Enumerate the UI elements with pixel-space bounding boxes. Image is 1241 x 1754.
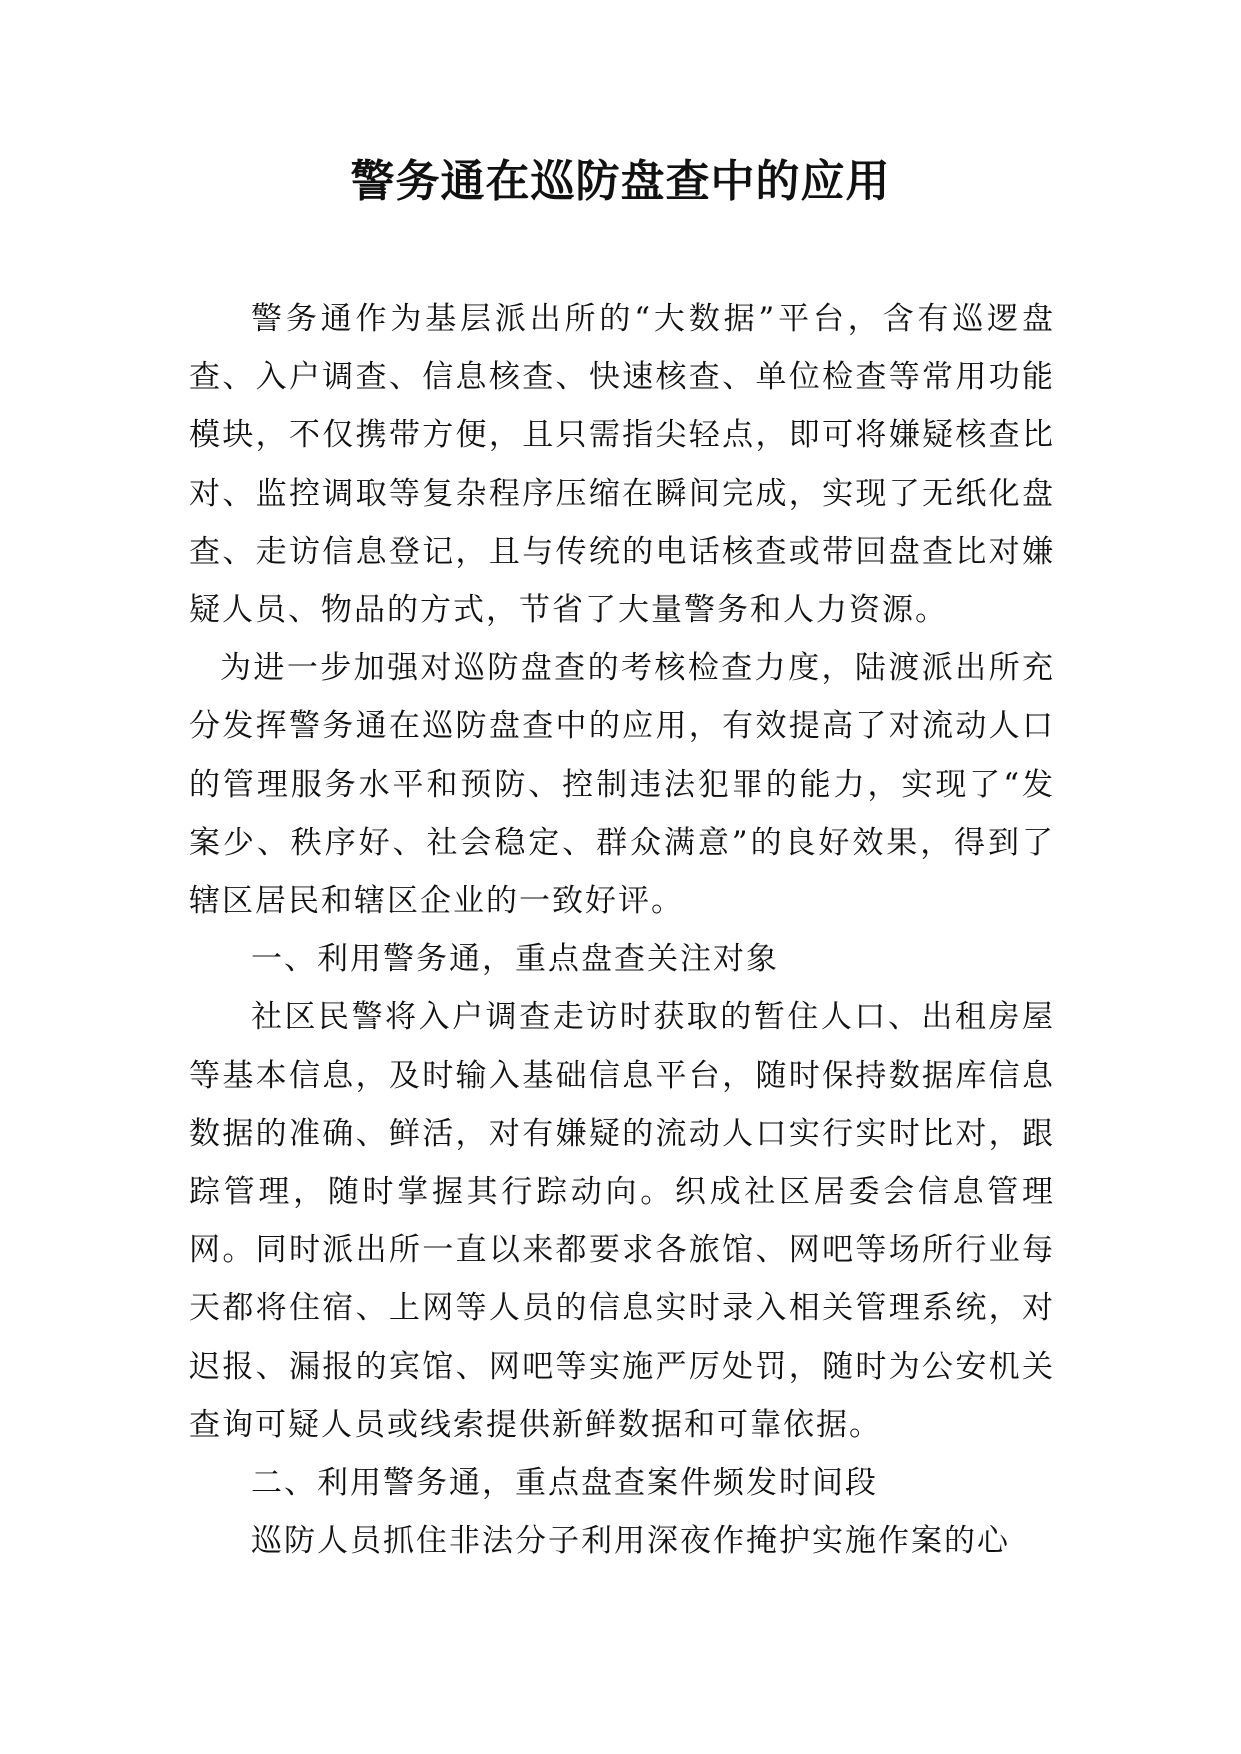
document-title: 警务通在巡防盘查中的应用	[350, 156, 891, 207]
paragraph-overview: 为进一步加强对巡防盘查的考核检查力度，陆渡派出所充分发挥警务通在巡防盘查中的应用，有效提高了对流动人口的管理服务水平和预防、控制违法犯罪的能力，实现了“发案少、秩序好、社会稳定、群众满意”的良好效果，得到了辖区居民和辖区企业的一致好评。	[189, 650, 1055, 920]
section-heading-2: 二、利用警务通，重点盘查案件频发时间段	[251, 1465, 878, 1502]
section-heading-1: 一、利用警务通，重点盘查关注对象	[251, 941, 779, 978]
paragraph-section-2: 巡防人员抓住非法分子利用深夜作掩护实施作案的心	[251, 1523, 1010, 1560]
paragraph-intro: 警务通作为基层派出所的“大数据”平台，含有巡逻盘查、入户调查、信息核查、快速核查、单位检查等常用功能模块，不仅携带方便，且只需指尖轻点，即可将嫌疑核查比对、监控调取等复杂程序压缩在瞬间完成，实现了无纸化盘查、走访信息登记，且与传统的电话核查或带回盘查比对嫌疑人员、物品的方式，节省了大量警务和人力资源。	[189, 301, 1055, 629]
paragraph-section-1: 社区民警将入户调查走访时获取的暂住人口、出租房屋等基本信息，及时输入基础信息平台，随时保持数据库信息数据的准确、鲜活，对有嫌疑的流动人口实行实时比对，跟踪管理，随时掌握其行踪动向。织成社区居委会信息管理网。同时派出所一直以来都要求各旅馆、网吧等场所行业每天都将住宿、上网等人员的信息实时录入相关管理系统，对迟报、漏报的宾馆、网吧等实施严厉处罚，随时为公安机关查询可疑人员或线索提供新鲜数据和可靠依据。	[189, 999, 1055, 1443]
document-body	[189, 290, 1055, 1570]
